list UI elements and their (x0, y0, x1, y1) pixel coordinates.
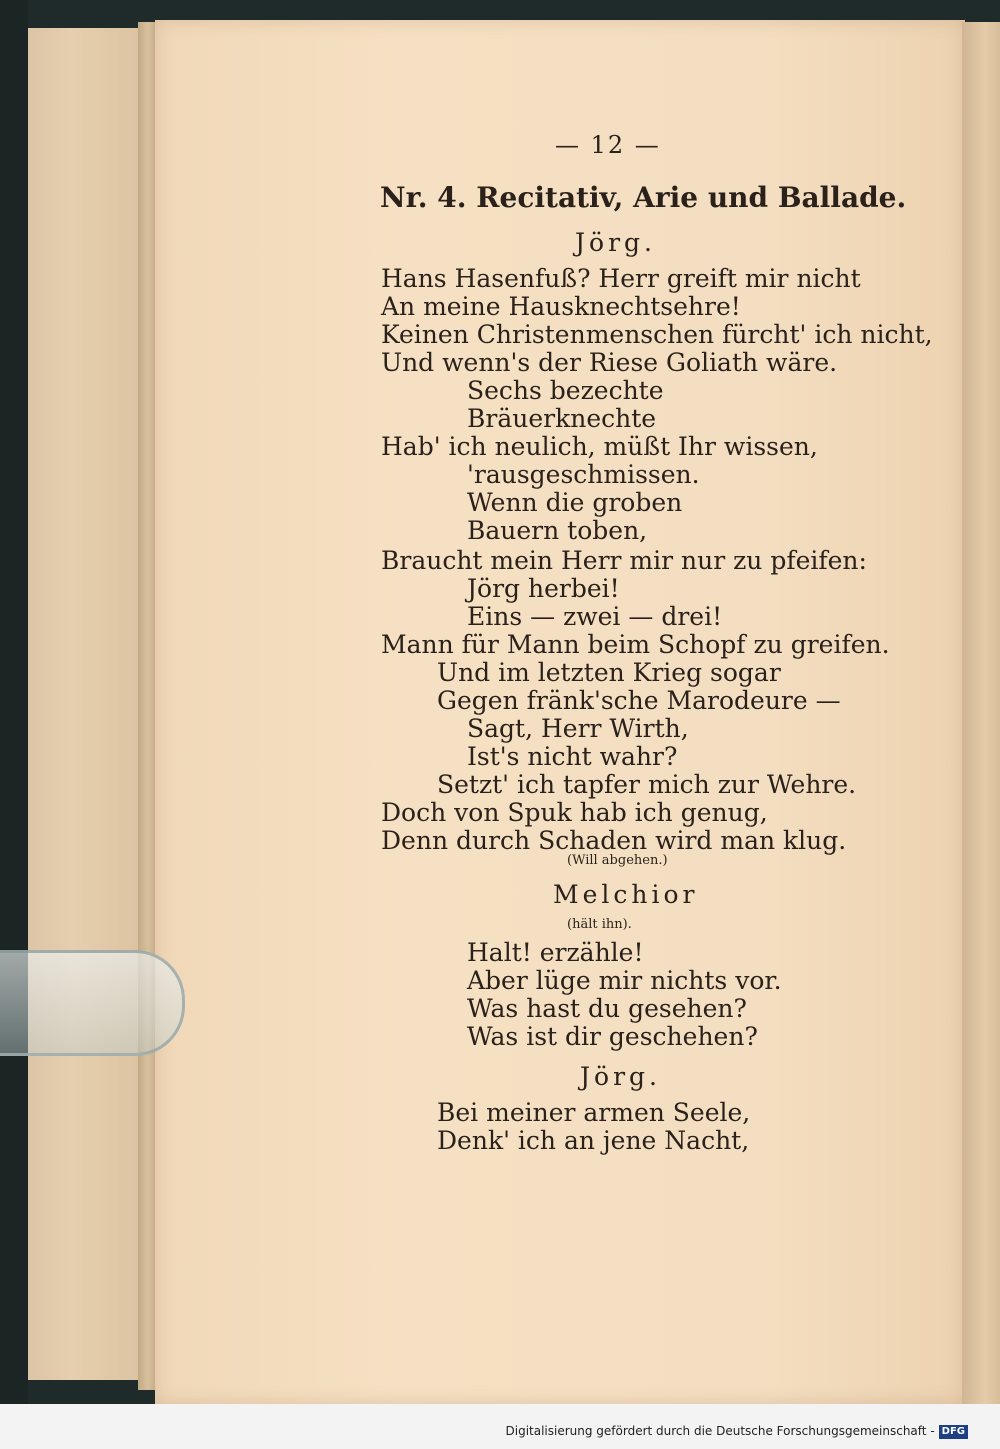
verse-line: Denk' ich an jene Nacht, (437, 1126, 750, 1155)
stage-direction: (Will abgehen.) (567, 853, 668, 868)
verse-line: Wenn die groben (467, 488, 683, 517)
verse-line: Sagt, Herr Wirth, (467, 714, 689, 743)
stage-direction: (hält ihn). (567, 917, 632, 932)
previous-page-edge (28, 28, 142, 1380)
verse-line: Ist's nicht wahr? (467, 742, 678, 771)
verse-line: Jörg herbei! (467, 574, 620, 603)
verse-line: Mann für Mann beim Schopf zu greifen. (381, 630, 890, 659)
verse-line: Eins — zwei — drei! (467, 602, 723, 631)
verse-line: Bauern toben, (467, 516, 648, 545)
verse-line: Braucht mein Herr mir nur zu pfeifen: (381, 546, 867, 575)
verse-line: Hans Hasenfuß? Herr greift mir nicht (381, 264, 861, 293)
verse-line: Keinen Christenmenschen fürcht' ich nicht, (381, 320, 933, 349)
verse-line: Hab' ich neulich, müßt Ihr wissen, (381, 432, 818, 461)
verse-line: Sechs bezechte (467, 376, 664, 405)
verse-line: An meine Hausknechtsehre! (381, 292, 741, 321)
verse-line: Bei meiner armen Seele, (437, 1098, 751, 1127)
page-number: — 12 — (555, 131, 661, 159)
section-heading: Nr. 4. Recitativ, Arie und Ballade. (380, 181, 907, 214)
speaker-name: Jörg. (575, 228, 656, 257)
verse-line: Denn durch Schaden wird man klug. (381, 826, 847, 855)
verse-line: Gegen fränk'sche Marodeure — (437, 686, 841, 715)
verse-line: Was ist dir geschehen? (467, 1022, 758, 1051)
credit-text: Digitalisierung gefördert durch die Deutsche Forschungsgemeinschaft - (505, 1424, 935, 1438)
dfg-logo: DFG (939, 1425, 968, 1439)
page-edge-right (962, 22, 1000, 1404)
speaker-name: Melchior (553, 880, 699, 909)
page-holder-clip (0, 950, 185, 1056)
verse-line: Halt! erzähle! (467, 938, 644, 967)
verse-line: Bräuerknechte (467, 404, 657, 433)
speaker-name: Jörg. (580, 1062, 661, 1091)
verse-line: Und wenn's der Riese Goliath wäre. (381, 348, 838, 377)
verse-line: Aber lüge mir nichts vor. (467, 966, 782, 995)
verse-line: Doch von Spuk hab ich genug, (381, 798, 768, 827)
verse-line: Setzt' ich tapfer mich zur Wehre. (437, 770, 857, 799)
verse-line: 'rausgeschmissen. (467, 460, 700, 489)
verse-line: Was hast du gesehen? (467, 994, 747, 1023)
scan-background (0, 0, 28, 1449)
verse-line: Und im letzten Krieg sogar (437, 658, 781, 687)
digitization-credit (506, 1424, 969, 1439)
